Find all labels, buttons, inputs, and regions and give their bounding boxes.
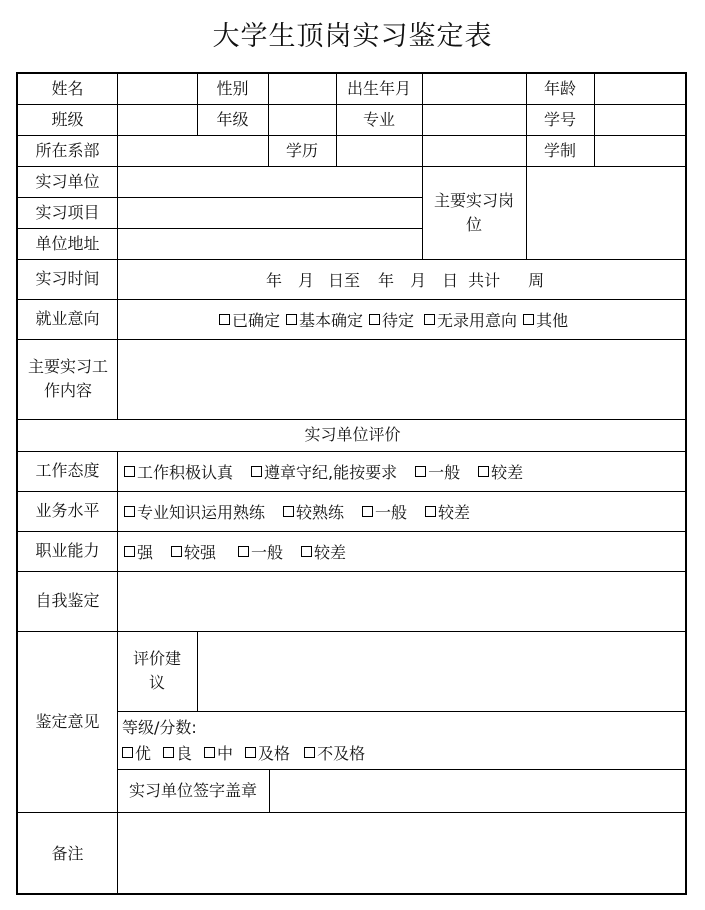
employment-options [219, 299, 568, 339]
checkbox-icon [424, 314, 435, 325]
checkbox-icon [369, 314, 380, 325]
unit-address-label: 单位地址 [35, 233, 100, 253]
department-field[interactable] [118, 136, 267, 165]
schooling-label: 学制 [543, 140, 576, 160]
business-options [124, 491, 470, 531]
checkbox-icon [124, 506, 135, 517]
checkbox-icon [304, 747, 315, 758]
grade-field[interactable] [269, 105, 335, 134]
intern-project-field[interactable] [118, 198, 421, 227]
unit-evaluation-header: 实习单位评价 [304, 425, 401, 444]
checkbox-icon [124, 466, 135, 477]
appraisal-opinion-label: 鉴定意见 [35, 711, 100, 731]
grade-option[interactable]: 不及格 [304, 741, 365, 764]
business-option[interactable]: 一般 [362, 500, 407, 523]
remarks-label: 备注 [51, 843, 84, 863]
unit-signature-field[interactable] [270, 770, 687, 811]
checkbox-icon [362, 506, 373, 517]
evaluation-advice-label: 评价建议 [132, 649, 181, 692]
student-id-label: 学号 [543, 109, 576, 129]
employment-option[interactable]: 无录用意向 [424, 308, 517, 331]
attitude-option[interactable]: 遵章守纪,能按要求 [251, 460, 397, 483]
checkbox-icon [245, 747, 256, 758]
attitude-options [124, 451, 523, 491]
checkbox-icon [171, 546, 182, 557]
ability-option[interactable]: 较差 [301, 540, 346, 563]
business-option[interactable]: 专业知识运用熟练 [124, 500, 265, 523]
intern-time-line[interactable] [266, 259, 544, 299]
end-month-unit: 月 [410, 270, 427, 290]
employment-option[interactable]: 已确定 [219, 308, 280, 331]
name-field[interactable] [118, 75, 196, 103]
start-year-unit: 年 [266, 270, 283, 290]
employment-option[interactable]: 基本确定 [286, 308, 363, 331]
grade-score-label: 等级/分数: [122, 718, 197, 737]
end-year-unit: 年 [378, 270, 395, 290]
start-day-to-unit: 日至 [328, 270, 361, 290]
intern-project-label: 实习项目 [35, 202, 100, 222]
attitude-option[interactable]: 较差 [478, 460, 523, 483]
work-attitude-label: 工作态度 [35, 461, 100, 480]
main-position-field[interactable] [527, 167, 687, 258]
grade-options [122, 740, 365, 764]
intern-unit-label: 实习单位 [35, 171, 100, 191]
evaluation-advice-field[interactable] [198, 632, 687, 710]
self-assessment-field[interactable] [118, 572, 687, 630]
checkbox-icon [523, 314, 534, 325]
business-level-label: 业务水平 [35, 501, 100, 520]
main-position-label: 主要实习岗位 [433, 190, 514, 234]
main-work-field[interactable] [118, 340, 687, 418]
week-unit: 周 [528, 270, 545, 290]
age-label: 年龄 [543, 79, 576, 98]
professional-ability-label: 职业能力 [35, 541, 100, 560]
employment-intent-label: 就业意向 [35, 309, 100, 328]
grade-option[interactable]: 中 [204, 741, 233, 764]
major-field[interactable] [423, 105, 525, 134]
attitude-option[interactable]: 工作积极认真 [124, 460, 233, 483]
grade-option[interactable]: 良 [163, 741, 192, 764]
student-id-field[interactable] [595, 105, 687, 134]
business-option[interactable]: 较熟练 [283, 500, 344, 523]
grade-label: 年级 [216, 109, 249, 129]
gender-label: 性别 [216, 79, 249, 98]
age-field[interactable] [595, 75, 687, 103]
ability-option[interactable]: 强 [124, 540, 153, 563]
page-title: 大学生顶岗实习鉴定表 [212, 21, 493, 52]
checkbox-icon [283, 506, 294, 517]
class-field[interactable] [118, 105, 196, 134]
birth-label: 出生年月 [346, 79, 411, 98]
attitude-option[interactable]: 一般 [415, 460, 460, 483]
unit-address-field[interactable] [118, 229, 421, 258]
grade-option[interactable]: 优 [122, 741, 151, 764]
name-label: 姓名 [51, 79, 84, 98]
business-option[interactable]: 较差 [425, 500, 470, 523]
employment-option[interactable]: 其他 [523, 308, 568, 331]
checkbox-icon [238, 546, 249, 557]
checkbox-icon [219, 314, 230, 325]
checkbox-icon [478, 466, 489, 477]
gender-field[interactable] [269, 75, 335, 103]
checkbox-icon [122, 747, 133, 758]
education-label: 学历 [285, 140, 318, 160]
birth-field[interactable] [423, 75, 525, 103]
checkbox-icon [251, 466, 262, 477]
checkbox-icon [124, 546, 135, 557]
checkbox-icon [415, 466, 426, 477]
appraisal-form [16, 72, 687, 895]
major-label: 专业 [362, 109, 395, 129]
total-unit: 共计 [468, 270, 501, 290]
checkbox-icon [425, 506, 436, 517]
checkbox-icon [286, 314, 297, 325]
start-month-unit: 月 [298, 270, 315, 290]
grade-option[interactable]: 及格 [245, 741, 290, 764]
schooling-field[interactable] [595, 136, 687, 165]
intern-unit-field[interactable] [118, 167, 421, 196]
checkbox-icon [301, 546, 312, 557]
employment-option[interactable]: 待定 [369, 308, 414, 331]
checkbox-icon [163, 747, 174, 758]
end-day-unit: 日 [442, 270, 459, 290]
ability-option[interactable]: 一般 [238, 540, 283, 563]
unit-signature-label: 实习单位签字盖章 [128, 780, 257, 800]
department-label: 所在系部 [35, 140, 100, 160]
ability-options [124, 531, 346, 571]
class-label: 班级 [51, 109, 84, 129]
intern-time-label: 实习时间 [35, 269, 100, 288]
ability-option[interactable]: 较强 [171, 540, 216, 563]
education-field[interactable] [337, 136, 525, 165]
main-work-label: 主要实习工作内容 [27, 357, 108, 400]
remarks-field[interactable] [118, 813, 687, 894]
self-assessment-label: 自我鉴定 [35, 591, 100, 610]
checkbox-icon [204, 747, 215, 758]
